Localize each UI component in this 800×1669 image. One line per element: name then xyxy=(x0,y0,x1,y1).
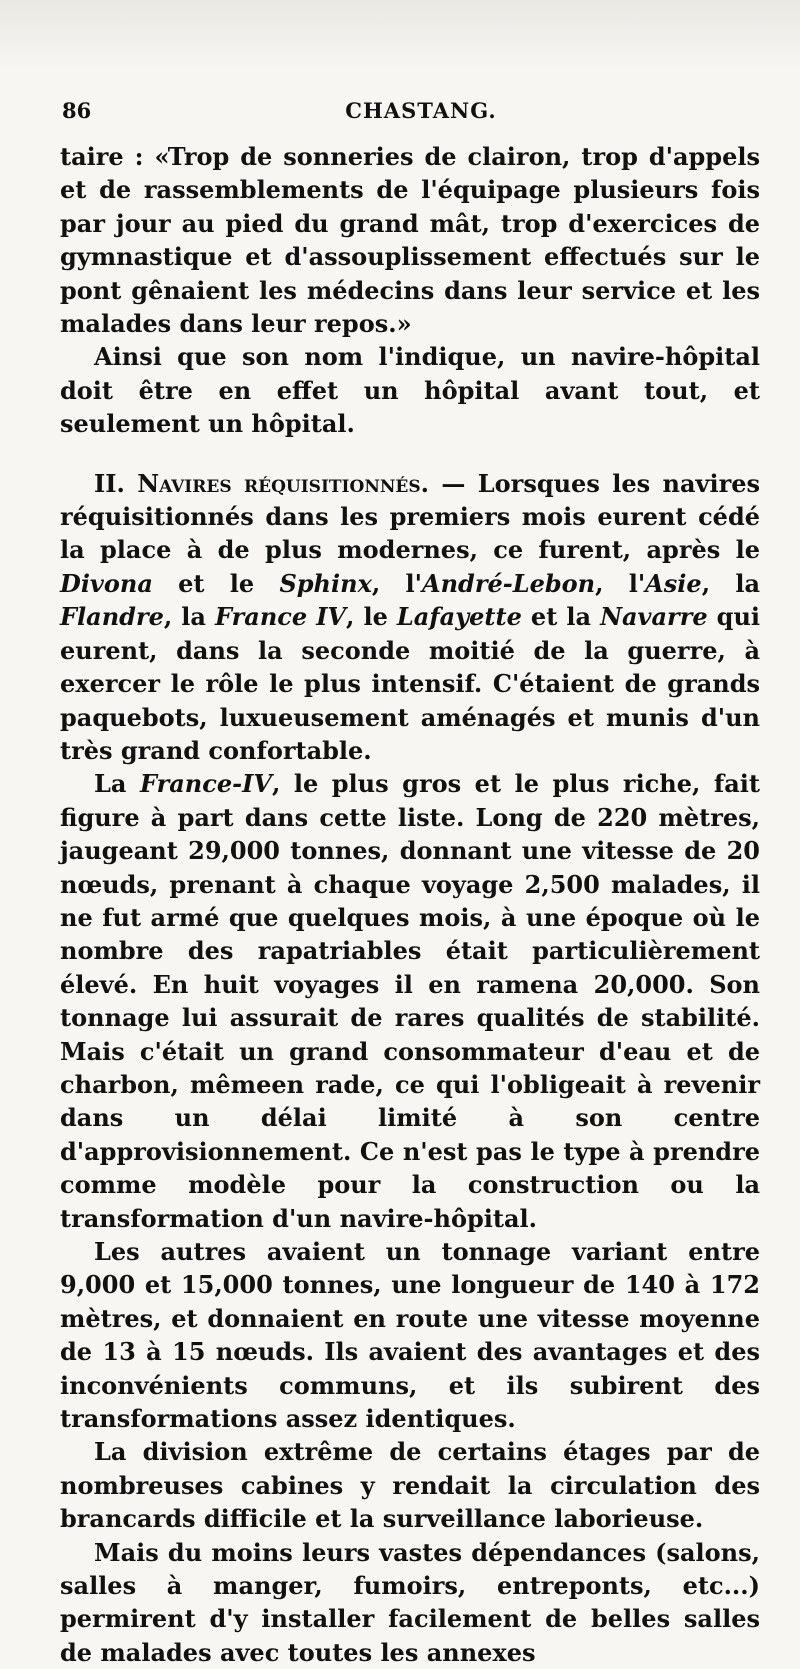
ship-name: Flandre xyxy=(60,602,164,632)
section-title: Navires réquisitionnés. xyxy=(137,468,429,498)
text-run: , le xyxy=(346,602,397,632)
paragraph-other-ships: Les autres avaient un tonnage variant entre 9,000 et 15,000 tonnes, une longueur de 140 à 172 mètres, et donnaient en route une vitesse moyenne de 13 à 15 nœuds. Ils avaient des avantages et des inconvénients communs, et ils subirent des transformations assez identiques. xyxy=(60,1237,760,1434)
page-top-edge xyxy=(0,0,800,70)
ship-name: Navarre xyxy=(600,602,708,632)
text-run: , la xyxy=(701,568,760,598)
text-run: et la xyxy=(521,602,601,632)
paragraph-france-iv xyxy=(60,767,760,1235)
ship-name: Asie xyxy=(645,568,702,598)
paragraph-requisitioned-ships xyxy=(60,467,760,768)
text-run: qui eurent, dans la seconde moitié de la guerre, à exercer le rôle le plus intensif. C'étaient de grands paquebots, luxueusement aménagés et munis d'un très grand confortable. xyxy=(60,602,761,765)
text-run: La xyxy=(94,769,140,799)
running-head: CHASTANG. xyxy=(345,98,497,123)
text-run: — Lorsques les navires réquisitionnés dans les premiers mois eurent cédé la place à de plus modernes, ce furent, après le xyxy=(60,468,761,565)
ship-name: France-IV xyxy=(139,769,272,799)
text-run: , l' xyxy=(371,568,422,598)
text-run: , l' xyxy=(595,568,646,598)
page-header xyxy=(62,98,760,128)
ship-name: Lafayette xyxy=(396,602,522,632)
ship-name: Sphinx xyxy=(279,568,372,598)
body-text xyxy=(60,140,760,1669)
ship-name: France IV xyxy=(215,602,347,632)
section-number: II. xyxy=(94,468,125,498)
page-number: 86 xyxy=(62,98,92,123)
ship-name: Divona xyxy=(60,568,153,598)
paragraph-cabins: La division extrême de certains étages par de nombreuses cabines y rendait la circulation des brancards difficile et la surveillance laborieuse. xyxy=(60,1437,760,1534)
text-run: , la xyxy=(163,602,215,632)
paragraph-dependencies: Mais du moins leurs vastes dépendances (salons, salles à manger, fumoirs, entreponts, etc...) permirent d'y installer facilement de belles salles de malades avec toutes les annexes xyxy=(60,1537,760,1667)
ship-name: André-Lebon xyxy=(421,568,596,598)
paragraph-hospital-principle: Ainsi que son nom l'indique, un navire-hôpital doit être en effet un hôpital avant tout, et seulement un hôpital. xyxy=(60,342,760,439)
text-run: , le plus gros et le plus riche, fait figure à part dans cette liste. Long de 220 mètres, jaugeant 29,000 tonnes, donnant une vitesse de 20 nœuds, prenant à chaque voyage 2,500 malades, il ne fut armé que quelques mois, à une époque où le nombre des rapatriables était particulièrement élevé. En huit voyages il en ramena 20,000. Son tonnage lui assurait de rares qualités de stabilité. Mais c'était un grand consommateur d'eau et de charbon, mêmeen rade, ce qui l'obligeait à revenir dans un délai limité à son centre d'approvisionnement. Ce n'est pas le type à prendre comme modèle pour la construction ou la transformation d'un navire-hôpital. xyxy=(60,769,760,1233)
text-run: et le xyxy=(152,568,280,598)
paragraph-continuation: taire : «Trop de sonneries de clairon, trop d'appels et de rassemblements de l'équipage plusieurs fois par jour au pied du grand mât, trop d'exercices de gymnastique et d'assouplissement effectués sur le pont gênaient les médecins dans leur service et les malades dans leur repos.» xyxy=(60,142,760,339)
